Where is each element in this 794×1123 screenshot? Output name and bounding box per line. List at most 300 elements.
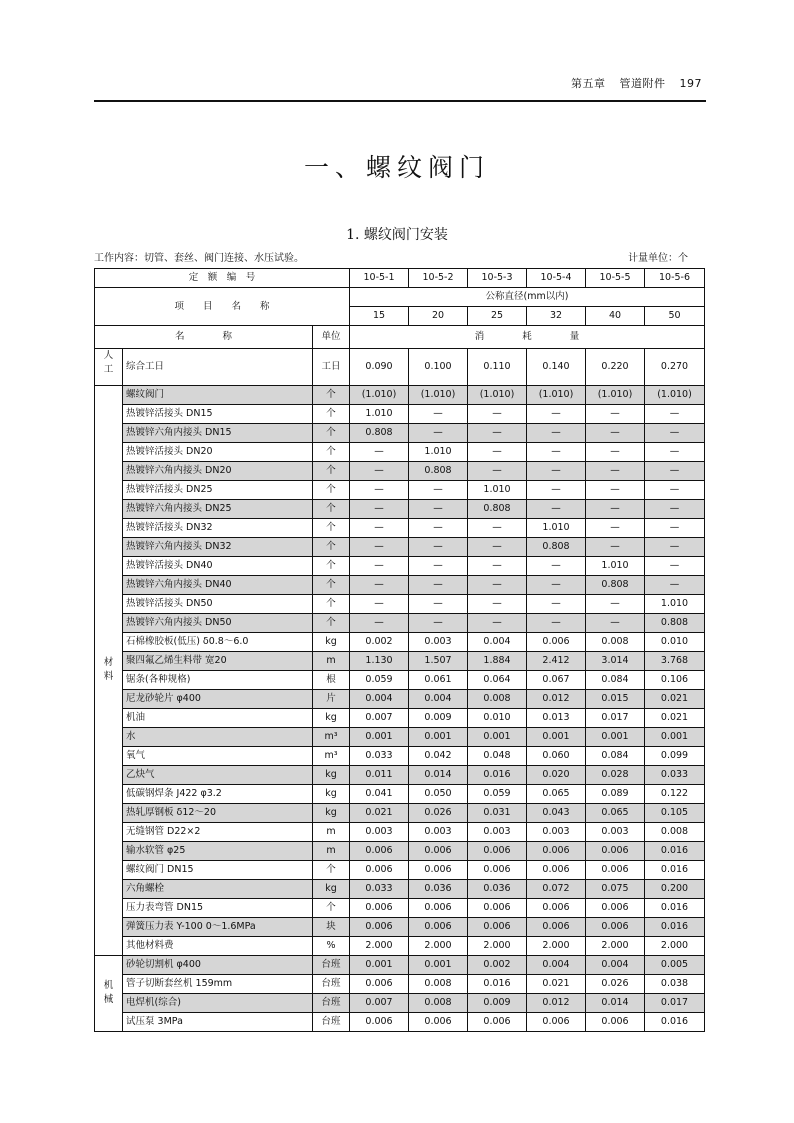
quota-code: 10-5-1: [350, 269, 409, 288]
table-row: [95, 349, 705, 386]
quota-label: 定 额 编 号: [95, 269, 350, 288]
consumption-value: —: [350, 538, 409, 557]
table-row: [95, 937, 705, 956]
consumption-value: —: [527, 481, 586, 500]
item-name: 管子切断套丝机 159mm: [123, 975, 313, 994]
consumption-value: —: [586, 519, 645, 538]
consumption-value: —: [586, 405, 645, 424]
table-row: [95, 747, 705, 766]
consumption-value: 0.017: [645, 994, 705, 1013]
consumption-value: 0.033: [350, 880, 409, 899]
consumption-value: 0.270: [645, 349, 705, 386]
item-unit: 块: [313, 918, 350, 937]
consumption-value: —: [468, 576, 527, 595]
consumption-value: 0.006: [527, 1013, 586, 1032]
category-label: 材料: [103, 656, 114, 682]
consumption-value: —: [645, 481, 705, 500]
consumption-value: —: [645, 443, 705, 462]
table-row: [95, 899, 705, 918]
quota-code: 10-5-6: [645, 269, 705, 288]
consumption-value: 0.006: [527, 861, 586, 880]
consumption-value: 0.089: [586, 785, 645, 804]
consumption-value: 0.099: [645, 747, 705, 766]
item-name: 氧气: [123, 747, 313, 766]
consumption-value: 0.075: [586, 880, 645, 899]
quota-code: 10-5-3: [468, 269, 527, 288]
consumption-value: 0.006: [350, 861, 409, 880]
consumption-value: 0.028: [586, 766, 645, 785]
running-header: [557, 75, 702, 91]
consumption-value: 0.010: [468, 709, 527, 728]
consumption-value: 0.006: [350, 1013, 409, 1032]
consumption-value: —: [586, 443, 645, 462]
consumption-value: —: [527, 443, 586, 462]
consumption-value: 3.768: [645, 652, 705, 671]
item-unit: kg: [313, 785, 350, 804]
consumption-value: 0.067: [527, 671, 586, 690]
consumption-value: —: [350, 519, 409, 538]
diameter-value: 50: [645, 307, 705, 326]
item-name: 热镀锌六角内接头 DN50: [123, 614, 313, 633]
item-unit: 台班: [313, 975, 350, 994]
consumption-value: (1.010): [409, 386, 468, 405]
item-unit: 个: [313, 500, 350, 519]
consumption-value: 0.026: [409, 804, 468, 823]
consumption-value: 0.036: [468, 880, 527, 899]
item-unit: 工日: [313, 349, 350, 386]
item-name: 乙炔气: [123, 766, 313, 785]
consumption-value: 0.006: [468, 1013, 527, 1032]
item-unit: 片: [313, 690, 350, 709]
consumption-value: 0.001: [586, 728, 645, 747]
consumption-value: 0.006: [468, 918, 527, 937]
consumption-value: —: [350, 614, 409, 633]
item-name: 聚四氟乙烯生料带 宽20: [123, 652, 313, 671]
table-row: [95, 424, 705, 443]
consumption-value: —: [645, 538, 705, 557]
consumption-value: 0.001: [409, 956, 468, 975]
consumption-value: 0.016: [645, 861, 705, 880]
consumption-value: 0.059: [350, 671, 409, 690]
consumption-value: 0.001: [409, 728, 468, 747]
table-row: [95, 1013, 705, 1032]
item-name: 热镀锌活接头 DN20: [123, 443, 313, 462]
consumption-value: 0.016: [645, 842, 705, 861]
consumption-value: 0.007: [350, 709, 409, 728]
item-name: 综合工日: [123, 349, 313, 386]
table-row: [95, 386, 705, 405]
diameter-label-row: [95, 288, 705, 307]
consumption-value: 0.001: [645, 728, 705, 747]
consumption-value: —: [645, 519, 705, 538]
table-row: [95, 576, 705, 595]
consumption-value: —: [350, 443, 409, 462]
consumption-value: 0.021: [645, 709, 705, 728]
item-name: 热镀锌六角内接头 DN25: [123, 500, 313, 519]
consumption-value: 0.003: [527, 823, 586, 842]
item-unit: m³: [313, 747, 350, 766]
consumption-value: 0.003: [350, 823, 409, 842]
consumption-value: —: [468, 557, 527, 576]
table-row: [95, 481, 705, 500]
item-name: 热镀锌六角内接头 DN15: [123, 424, 313, 443]
consumption-value: 0.016: [468, 975, 527, 994]
item-name: 螺纹阀门 DN15: [123, 861, 313, 880]
category-cell: [95, 349, 123, 386]
quota-code: 10-5-2: [409, 269, 468, 288]
item-name: 热镀锌活接头 DN25: [123, 481, 313, 500]
consumption-value: 0.026: [586, 975, 645, 994]
item-name: 螺纹阀门: [123, 386, 313, 405]
consumption-value: 0.008: [468, 690, 527, 709]
item-name: 无缝钢管 D22×2: [123, 823, 313, 842]
item-unit: 个: [313, 386, 350, 405]
consumption-value: 0.001: [527, 728, 586, 747]
item-unit: kg: [313, 804, 350, 823]
consumption-value: 0.016: [468, 766, 527, 785]
consumption-value: 0.048: [468, 747, 527, 766]
table-row: [95, 823, 705, 842]
consumption-value: 0.100: [409, 349, 468, 386]
consumption-value: —: [527, 500, 586, 519]
item-unit: 个: [313, 481, 350, 500]
consumption-value: 0.006: [527, 899, 586, 918]
consumption-value: 0.006: [527, 842, 586, 861]
consumption-value: 0.001: [350, 956, 409, 975]
consumption-value: 0.036: [409, 880, 468, 899]
page-title: 一、螺纹阀门: [303, 153, 490, 182]
consumption-value: —: [586, 538, 645, 557]
table-row: [95, 519, 705, 538]
item-unit: kg: [313, 633, 350, 652]
consumption-value: 1.010: [468, 481, 527, 500]
consumption-value: 0.001: [468, 728, 527, 747]
consumption-value: 0.006: [468, 899, 527, 918]
item-unit: kg: [313, 709, 350, 728]
consumption-value: 1.884: [468, 652, 527, 671]
table-row: [95, 728, 705, 747]
consumption-value: 2.000: [586, 937, 645, 956]
consumption-value: 0.006: [350, 918, 409, 937]
consumption-value: 0.006: [586, 1013, 645, 1032]
consumption-value: 0.008: [586, 633, 645, 652]
item-unit: %: [313, 937, 350, 956]
consumption-value: —: [468, 405, 527, 424]
table-row: [95, 462, 705, 481]
item-unit: m: [313, 823, 350, 842]
item-unit: 个: [313, 595, 350, 614]
consumption-value: 0.002: [468, 956, 527, 975]
consumption-value: —: [409, 519, 468, 538]
consumption-value: 0.006: [409, 899, 468, 918]
item-name: 水: [123, 728, 313, 747]
consumption-value: —: [350, 481, 409, 500]
consumption-value: 0.064: [468, 671, 527, 690]
consumption-value: 2.412: [527, 652, 586, 671]
diameter-label: 公称直径(mm以内): [350, 288, 705, 307]
consumption-value: 0.006: [350, 842, 409, 861]
item-name: 电焊机(综合): [123, 994, 313, 1013]
consumption-value: 0.009: [468, 994, 527, 1013]
item-name: 锯条(各种规格): [123, 671, 313, 690]
consumption-value: 0.061: [409, 671, 468, 690]
item-unit: 个: [313, 462, 350, 481]
consumption-value: 0.038: [645, 975, 705, 994]
consumption-value: 0.122: [645, 785, 705, 804]
consumption-value: —: [468, 595, 527, 614]
diameter-value: 25: [468, 307, 527, 326]
consumption-value: 0.021: [350, 804, 409, 823]
item-unit: 个: [313, 614, 350, 633]
consumption-value: —: [586, 462, 645, 481]
consumption-value: 0.808: [468, 500, 527, 519]
consumption-value: 0.004: [350, 690, 409, 709]
item-name: 弹簧压力表 Y-100 0～1.6MPa: [123, 918, 313, 937]
consumption-value: —: [409, 595, 468, 614]
column-header-row: [95, 326, 705, 349]
consumption-value: 0.021: [527, 975, 586, 994]
table-row: [95, 975, 705, 994]
consumption-value: 0.041: [350, 785, 409, 804]
table-row: [95, 766, 705, 785]
consumption-value: 0.005: [645, 956, 705, 975]
consumption-value: 0.013: [527, 709, 586, 728]
consumption-value: 1.130: [350, 652, 409, 671]
consumption-value: 0.065: [527, 785, 586, 804]
consumption-value: 0.006: [527, 918, 586, 937]
consumption-value: —: [350, 462, 409, 481]
table-row: [95, 538, 705, 557]
consumption-value: —: [468, 424, 527, 443]
category-cell: [95, 956, 123, 1032]
diameter-value: 32: [527, 307, 586, 326]
item-name: 石棉橡胶板(低压) δ0.8～6.0: [123, 633, 313, 652]
consumption-value: 0.014: [409, 766, 468, 785]
table-row: [95, 443, 705, 462]
table-row: [95, 880, 705, 899]
item-name: 试压泵 3MPa: [123, 1013, 313, 1032]
consumption-value: 0.003: [586, 823, 645, 842]
consumption-value: 0.003: [409, 823, 468, 842]
consumption-value: —: [527, 405, 586, 424]
consumption-value: 0.020: [527, 766, 586, 785]
consumption-value: —: [527, 595, 586, 614]
unit-header: 单位: [313, 326, 350, 349]
consumption-value: —: [468, 538, 527, 557]
consumption-value: 0.006: [586, 918, 645, 937]
consumption-value: (1.010): [468, 386, 527, 405]
consumption-value: 0.007: [350, 994, 409, 1013]
consumption-value: 0.004: [468, 633, 527, 652]
consumption-value: 0.006: [350, 975, 409, 994]
consumption-value: (1.010): [645, 386, 705, 405]
quota-table: [94, 268, 705, 1032]
item-name: 热镀锌活接头 DN50: [123, 595, 313, 614]
consumption-value: 0.003: [468, 823, 527, 842]
consumption-value: 0.011: [350, 766, 409, 785]
consumption-value: —: [350, 500, 409, 519]
item-name: 砂轮切割机 φ400: [123, 956, 313, 975]
item-unit: 台班: [313, 956, 350, 975]
consumption-value: 0.004: [409, 690, 468, 709]
consumption-value: 0.006: [586, 861, 645, 880]
item-unit: 个: [313, 899, 350, 918]
consumption-value: 0.033: [350, 747, 409, 766]
table-row: [95, 557, 705, 576]
consumption-value: —: [586, 595, 645, 614]
item-unit: 个: [313, 443, 350, 462]
item-unit: m: [313, 652, 350, 671]
item-unit: m³: [313, 728, 350, 747]
consumption-value: 0.808: [350, 424, 409, 443]
item-unit: 个: [313, 576, 350, 595]
item-name: 热轧厚钢板 δ12～20: [123, 804, 313, 823]
consumption-value: (1.010): [350, 386, 409, 405]
item-unit: kg: [313, 880, 350, 899]
work-content: 工作内容：切管、套丝、阀门连接、水压试验。: [94, 253, 304, 264]
item-unit: 个: [313, 424, 350, 443]
table-row: [95, 709, 705, 728]
consumption-value: 0.006: [468, 842, 527, 861]
consumption-value: 0.012: [527, 690, 586, 709]
consumption-value: 0.808: [645, 614, 705, 633]
consumption-value: —: [527, 557, 586, 576]
consumption-value: 0.200: [645, 880, 705, 899]
table-row: [95, 842, 705, 861]
consumption-value: 0.065: [586, 804, 645, 823]
table-row: [95, 405, 705, 424]
consumption-value: 0.012: [527, 994, 586, 1013]
item-unit: 个: [313, 519, 350, 538]
consumption-value: 0.808: [409, 462, 468, 481]
consumption-header: 消 耗 量: [350, 326, 705, 349]
consumption-value: 0.042: [409, 747, 468, 766]
table-row: [95, 861, 705, 880]
consumption-value: 0.090: [350, 349, 409, 386]
item-name: 热镀锌活接头 DN15: [123, 405, 313, 424]
item-name: 机油: [123, 709, 313, 728]
consumption-value: 0.014: [586, 994, 645, 1013]
consumption-value: —: [586, 424, 645, 443]
quota-code-row: [95, 269, 705, 288]
consumption-value: —: [409, 424, 468, 443]
header-rule: [94, 100, 706, 102]
consumption-value: 0.004: [527, 956, 586, 975]
consumption-value: —: [645, 576, 705, 595]
consumption-value: 1.010: [645, 595, 705, 614]
item-name: 热镀锌六角内接头 DN40: [123, 576, 313, 595]
consumption-value: 0.105: [645, 804, 705, 823]
consumption-value: 2.000: [350, 937, 409, 956]
consumption-value: —: [350, 576, 409, 595]
consumption-value: —: [350, 557, 409, 576]
consumption-value: 0.140: [527, 349, 586, 386]
consumption-value: 0.006: [409, 1013, 468, 1032]
consumption-value: 0.006: [527, 633, 586, 652]
consumption-value: 0.016: [645, 918, 705, 937]
consumption-value: (1.010): [527, 386, 586, 405]
table-row: [95, 994, 705, 1013]
consumption-value: (1.010): [586, 386, 645, 405]
consumption-value: 0.072: [527, 880, 586, 899]
item-unit: 个: [313, 557, 350, 576]
consumption-value: 0.006: [350, 899, 409, 918]
table-row: [95, 918, 705, 937]
consumption-value: 1.010: [527, 519, 586, 538]
item-name: 压力表弯管 DN15: [123, 899, 313, 918]
item-unit: m: [313, 842, 350, 861]
consumption-value: 0.106: [645, 671, 705, 690]
item-unit: 个: [313, 405, 350, 424]
consumption-value: 2.000: [409, 937, 468, 956]
consumption-value: 0.021: [645, 690, 705, 709]
quota-code: 10-5-5: [586, 269, 645, 288]
consumption-value: 0.008: [409, 975, 468, 994]
consumption-value: —: [409, 481, 468, 500]
item-name: 其他材料费: [123, 937, 313, 956]
consumption-value: —: [409, 405, 468, 424]
consumption-value: 0.016: [645, 899, 705, 918]
table-row: [95, 785, 705, 804]
category-label: 人工: [103, 350, 114, 375]
consumption-value: 0.004: [586, 956, 645, 975]
chapter-label: 第五章: [571, 77, 606, 90]
consumption-value: 1.010: [350, 405, 409, 424]
consumption-value: —: [409, 614, 468, 633]
consumption-value: —: [409, 500, 468, 519]
item-name: 输水软管 φ25: [123, 842, 313, 861]
consumption-value: —: [409, 576, 468, 595]
consumption-value: 0.060: [527, 747, 586, 766]
item-name: 六角螺栓: [123, 880, 313, 899]
consumption-value: —: [468, 462, 527, 481]
item-unit: kg: [313, 766, 350, 785]
consumption-value: 0.808: [527, 538, 586, 557]
diameter-value: 15: [350, 307, 409, 326]
consumption-value: 0.015: [586, 690, 645, 709]
item-name: 热镀锌活接头 DN40: [123, 557, 313, 576]
consumption-value: 0.006: [586, 899, 645, 918]
section-subtitle: 1. 螺纹阀门安装: [346, 227, 448, 243]
consumption-value: 0.220: [586, 349, 645, 386]
consumption-value: 1.507: [409, 652, 468, 671]
consumption-value: —: [527, 576, 586, 595]
consumption-value: 0.006: [409, 861, 468, 880]
consumption-value: 0.002: [350, 633, 409, 652]
category-label: 机械: [103, 979, 114, 1005]
consumption-value: 0.006: [409, 918, 468, 937]
consumption-value: 0.110: [468, 349, 527, 386]
consumption-value: 0.008: [645, 823, 705, 842]
consumption-value: —: [586, 500, 645, 519]
item-unit: 台班: [313, 994, 350, 1013]
consumption-value: —: [468, 519, 527, 538]
consumption-value: 0.084: [586, 747, 645, 766]
consumption-value: 2.000: [527, 937, 586, 956]
consumption-value: —: [468, 443, 527, 462]
consumption-value: 2.000: [645, 937, 705, 956]
consumption-value: 0.017: [586, 709, 645, 728]
consumption-value: 0.001: [350, 728, 409, 747]
section-label: 管道附件: [619, 77, 666, 90]
diameter-value: 40: [586, 307, 645, 326]
consumption-value: —: [645, 405, 705, 424]
consumption-value: —: [527, 462, 586, 481]
consumption-value: 0.808: [586, 576, 645, 595]
table-row: [95, 633, 705, 652]
consumption-value: —: [586, 481, 645, 500]
consumption-value: 1.010: [409, 443, 468, 462]
